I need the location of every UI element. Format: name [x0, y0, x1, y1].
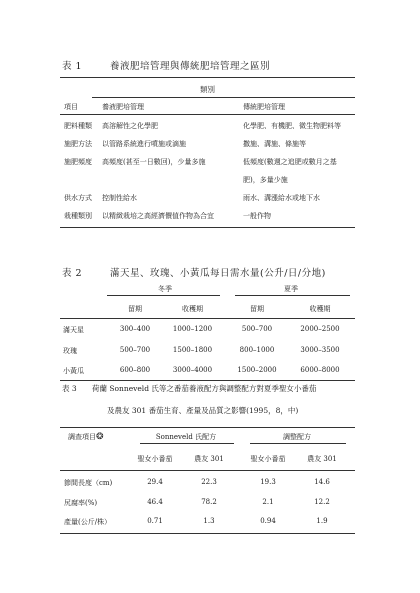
- table2-label: 表 2: [62, 268, 83, 279]
- table-cell: 300–400: [119, 325, 151, 333]
- table-cell: 控制性給水: [102, 194, 137, 202]
- table2-season-winter: 冬季: [158, 285, 172, 293]
- table3-label: 表 3: [62, 384, 77, 393]
- table-cell: 3000–3500: [300, 346, 340, 354]
- table3-group-b-rule: [250, 443, 346, 444]
- table-row-item: 供水方式: [64, 194, 92, 202]
- table-cell-continued: 肥)，多量少施: [243, 176, 288, 184]
- table-cell: 14.6: [314, 478, 330, 486]
- table-cell: 500–700: [119, 346, 151, 354]
- table2-subheader: 留期: [128, 305, 142, 313]
- table-cell: 0.94: [260, 517, 276, 525]
- table-row-item: 施肥方法: [64, 140, 92, 148]
- table1-label: 表 1: [62, 61, 83, 72]
- table-cell: 1000–1200: [172, 325, 213, 333]
- table-cell: 2000–2500: [300, 325, 340, 333]
- table1-title: 養液肥培管理與傳統肥培管理之區別: [110, 61, 271, 72]
- table3-subheader: 農友 301: [194, 455, 224, 463]
- table-row-item: 尻腐率(%): [64, 499, 98, 507]
- table3-subheader: 農友 301: [307, 455, 337, 463]
- table2-winter-rule: [107, 295, 220, 296]
- table-cell: 78.2: [201, 498, 217, 506]
- table1-category-header: 類別: [200, 85, 215, 94]
- table-cell: 低頻度(數週之追肥或數月之基: [243, 158, 337, 166]
- table3-title-line2: 及農友 301 番茄生育、產量及品質之影響(1995，8，中): [107, 406, 299, 415]
- table-cell: 12.2: [314, 498, 330, 506]
- table3-header-rule: [60, 470, 355, 471]
- table-row-item: 產量(公斤/株）: [64, 518, 112, 526]
- table-row-item: 肥料種類: [64, 122, 92, 130]
- table3-top-rule: [60, 427, 355, 428]
- table-row-item: 小黃瓜: [63, 367, 84, 375]
- table2-summer-rule: [235, 295, 350, 296]
- table-cell: 撒施、溝施、條施等: [243, 140, 306, 148]
- table-cell: 46.4: [147, 498, 163, 506]
- table-cell: 600–800: [119, 366, 151, 374]
- table-row-item: 滿天星: [63, 326, 84, 334]
- table-cell: 22.3: [201, 478, 217, 486]
- table3-subheader: 聖女小番茄: [250, 455, 286, 463]
- asterisk-icon: ❂: [96, 432, 104, 442]
- table-cell: 1.9: [316, 517, 328, 525]
- table-row-item: 栽種類別: [64, 212, 92, 220]
- table2-subheader: 留期: [250, 305, 264, 313]
- table-cell: 0.71: [147, 517, 163, 525]
- table3-title-line1: 荷蘭 Sonneveld 氏等之番茄養液配方與調整配方對夏季聖女小番茄: [92, 384, 317, 393]
- table-row-item: 玫瑰: [63, 347, 77, 355]
- table-cell: 1500–1800: [172, 346, 213, 354]
- table2-subheader: 收穫期: [182, 305, 203, 313]
- table3-group-b: 調整配方: [283, 433, 311, 441]
- table-row-item: 施肥頻度: [64, 158, 92, 166]
- table3-subheader: 聖女小番茄: [137, 455, 173, 463]
- table2-header-rule: [60, 318, 355, 319]
- table-cell: 29.4: [147, 478, 163, 486]
- table2-title: 滿天星、玫瑰、小黃瓜每日需水量(公升/日/分地): [110, 268, 326, 279]
- table-cell: 800–1000: [239, 346, 275, 354]
- table-cell: 高頻度(甚至一日數回)，少量多施: [102, 158, 206, 166]
- table3-col-item-text: 調查項目: [68, 433, 96, 441]
- table1-col-b: 傳統肥培管理: [243, 103, 285, 111]
- table-cell: 高溶解性之化學肥: [102, 122, 158, 130]
- table-row-item: 節間長度（cm): [64, 479, 113, 487]
- table1-bottom-rule: [60, 227, 355, 228]
- table1-col-a: 養液肥培管理: [102, 103, 144, 111]
- table-cell: 500–700: [241, 325, 273, 333]
- table-cell: 以精緻栽培之高經濟價值作物為合宜: [102, 212, 214, 220]
- table-cell: 2.1: [262, 498, 274, 506]
- table2-subheader: 收穫期: [309, 305, 331, 313]
- table-cell: 化學肥、有機肥、微生物肥料等: [243, 122, 341, 130]
- table3-bottom-rule: [60, 533, 355, 534]
- table2-bottom-rule: [60, 380, 355, 381]
- table3-group-a: Sonneveld 氏配方: [155, 433, 217, 441]
- table1-col-item: 項目: [64, 103, 78, 111]
- table2-season-summer: 夏季: [284, 285, 298, 293]
- table1-category-rule: [92, 97, 355, 98]
- table-cell: 3000–4000: [172, 366, 213, 374]
- table-cell: 以管路系統進行噴施或滴施: [102, 140, 186, 148]
- table3-group-a-rule: [140, 443, 234, 444]
- table3-col-item: [68, 432, 104, 442]
- table-cell: 19.3: [260, 478, 276, 486]
- table-cell: 一般作物: [243, 212, 271, 220]
- table-cell: 6000–8000: [300, 366, 340, 374]
- table-cell: 1.3: [203, 517, 215, 525]
- table-cell: 1500–2000: [237, 366, 277, 374]
- table1-top-rule: [60, 77, 355, 78]
- table-cell: 雨水、溝漲給水或地下水: [243, 194, 320, 202]
- table1-header-rule: [60, 114, 355, 115]
